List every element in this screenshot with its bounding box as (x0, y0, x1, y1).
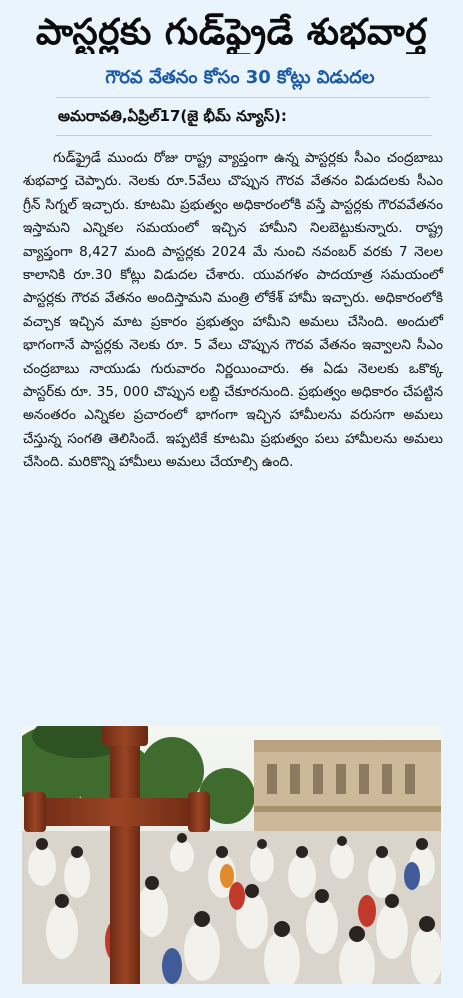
cross-procession-photo (22, 726, 441, 984)
dateline: అమరావతి,ఏప్రిల్17(జై భీమ్ న్యూస్): (58, 107, 287, 125)
subheadline: గౌరవ వేతనం కోసం 30 కోట్లు విడుదల (105, 67, 375, 88)
article-body: గుడ్‌ఫ్రైడే ముందు రోజు రాష్ట్ర వ్యాప్తంగా ఉన్న పాస్టర్లకు సీఎం చంద్రబాబు శుభవార్త చెప్పారు. నెలకు రూ.5వేలు చొప్పున గౌరవ వేతనం విడుదలకు సీఎం గ్రీన్ సిగ్నల్ ఇచ్చారు. కూటమి ప్రభుత్వం అధికారంలోకి వస్తే పాస్టర్లకు గౌరవవేతనం ఇస్తామని ఎన్నికల సమయంలో ఇచ్చిన హామీని నిలబెట్టుకున్నారు. రాష్ట్ర వ్యాప్తంగా 8,427 మంది పాస్టర్లకు 2024 మే నుంచి నవంబర్ వరకు 7 నెలల కాలానికి రూ.30 కోట్లు విడుదల చేశారు. యువగళం పాదయాత్ర సమయంలో పాస్టర్లకు గౌరవ వేతనం అందిస్తామని మంత్రి లోకేశ్ హామీ ఇచ్చారు. అధికారంలోకి వచ్చాక ఇచ్చిన మాట ప్రకారం ప్రభుత్వం హామీని అమలు చేసింది. అందులో భాగంగానే పాస్టర్లకు నెలకు రూ. 5 వేలు చొప్పున గౌరవ వేతనం ఇవ్వాలని సీఎం చంద్రబాబు నాయుడు గురువారం నిర్ణయించారు. ఈ ఏడు నెలలకు ఒకొక్క పాస్టర్‌కు రూ. 35, 000 చొప్పున లబ్ది చేకూరనుంది. ప్రభుత్వం అధికారం చేపట్టిన అనంతరం ఎన్నికల ప్రచారంలో భాగంగా ఇచ్చిన హామీలను వరుసగా అమలు చేస్తున్న సంగతి తెలిసిందే. ఇప్పటికే కూటమి ప్రభుత్వం పలు హామీలను అమలు చేసింది. మరికొన్ని హామీలు అమలు చేయాల్సి ఉంది. (23, 150, 443, 471)
dateline-rule (56, 135, 432, 136)
headline: పాస్టర్లకు గుడ్‌ఫ్రైడే శుభవార్త (35, 12, 428, 53)
subheadline-rule (56, 97, 430, 98)
crowd (22, 831, 441, 984)
